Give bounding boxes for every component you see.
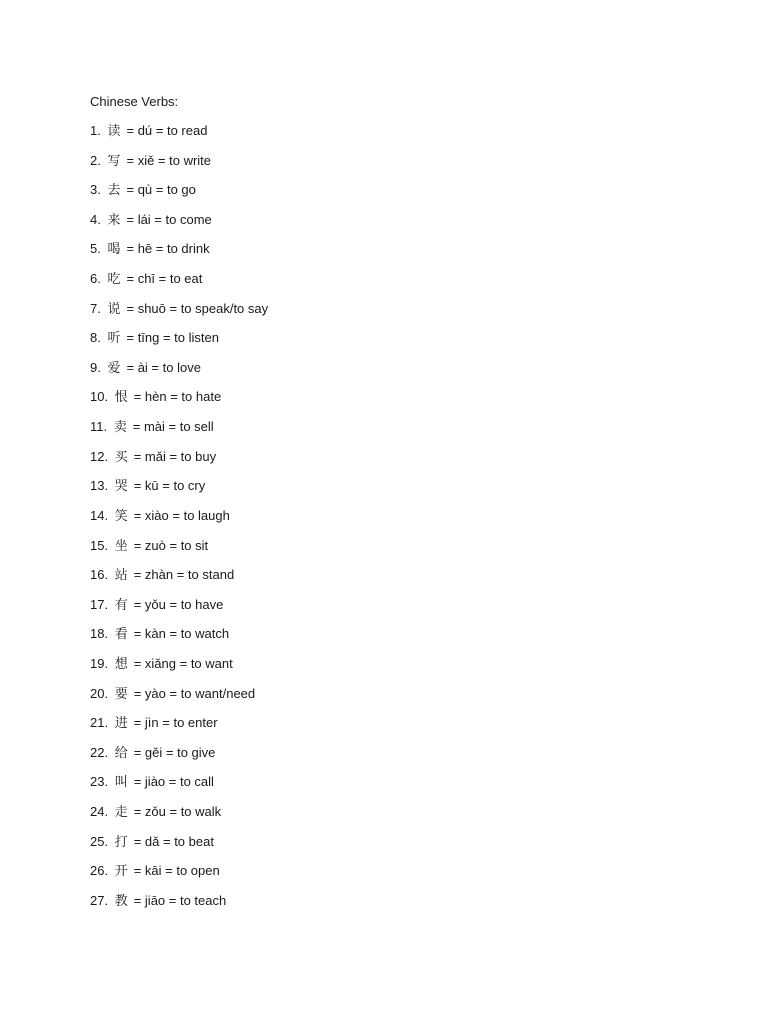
item-number: 13. — [90, 478, 109, 494]
item-number: 18. — [90, 626, 109, 642]
list-item — [90, 299, 690, 329]
item-hanzi: 开 — [114, 864, 128, 880]
item-number: 10. — [90, 389, 109, 405]
list-item — [90, 861, 690, 891]
list-item — [90, 684, 690, 714]
list-item — [90, 595, 690, 625]
list-item — [90, 180, 690, 210]
list-item — [90, 417, 690, 447]
item-definition: = dú = to read — [126, 123, 208, 138]
item-hanzi: 给 — [114, 745, 128, 761]
item-number: 20. — [90, 685, 109, 701]
item-hanzi: 去 — [107, 183, 121, 199]
item-definition: = kū = to cry — [133, 478, 206, 494]
item-number: 5. — [90, 241, 101, 257]
item-hanzi: 叫 — [114, 775, 128, 791]
list-item — [90, 121, 690, 151]
item-definition: = qù = to go — [126, 182, 196, 198]
item-hanzi: 笑 — [114, 508, 128, 524]
item-hanzi: 进 — [114, 716, 128, 732]
item-hanzi: 打 — [114, 834, 128, 850]
item-definition: = xiào = to laugh — [133, 507, 230, 523]
list-item — [90, 358, 690, 388]
item-number: 1. — [90, 123, 101, 138]
item-definition: = zuò = to sit — [133, 537, 209, 553]
item-definition: = hē = to drink — [126, 241, 210, 257]
item-definition: = mài = to sell — [132, 419, 214, 435]
list-item — [90, 476, 690, 506]
item-hanzi: 听 — [107, 331, 121, 347]
item-hanzi: 坐 — [114, 538, 128, 554]
item-definition: = kāi = to open — [133, 863, 220, 879]
list-item — [90, 210, 690, 240]
list-item — [90, 536, 690, 566]
item-hanzi: 哭 — [114, 479, 128, 495]
item-number: 15. — [90, 537, 109, 553]
item-hanzi: 站 — [114, 568, 128, 584]
item-number: 25. — [90, 833, 109, 849]
list-item — [90, 624, 690, 654]
item-hanzi: 卖 — [113, 420, 127, 436]
item-number: 27. — [90, 892, 109, 908]
list-item — [90, 654, 690, 684]
item-definition: = chī = to eat — [126, 271, 203, 287]
list-item — [90, 802, 690, 832]
item-number: 11. — [90, 419, 108, 435]
item-definition: = zhàn = to stand — [133, 567, 235, 583]
item-number: 21. — [90, 715, 109, 731]
item-hanzi: 来 — [107, 212, 121, 228]
item-hanzi: 想 — [114, 656, 128, 672]
list-item — [90, 151, 690, 181]
item-hanzi: 恨 — [114, 390, 128, 406]
item-definition: = dǎ = to beat — [133, 833, 214, 849]
item-number: 24. — [90, 804, 109, 820]
item-number: 14. — [90, 507, 109, 523]
document-page — [90, 92, 690, 920]
document-title: Chinese Verbs: — [90, 94, 179, 109]
item-definition: = xiǎng = to want — [133, 655, 233, 671]
item-definition: = hèn = to hate — [133, 389, 222, 405]
item-number: 23. — [90, 774, 109, 790]
item-definition: = gěi = to give — [133, 744, 216, 760]
item-definition: = jiào = to call — [133, 774, 214, 790]
item-definition: = zǒu = to walk — [133, 804, 222, 820]
item-hanzi: 走 — [114, 805, 128, 821]
item-definition: = yǒu = to have — [133, 596, 224, 612]
list-item — [90, 743, 690, 773]
item-number: 8. — [90, 330, 101, 346]
list-item — [90, 269, 690, 299]
item-number: 2. — [90, 152, 101, 168]
item-definition: = jìn = to enter — [133, 715, 218, 731]
item-definition: = ài = to love — [126, 359, 201, 375]
item-number: 6. — [90, 271, 101, 287]
item-hanzi: 喝 — [107, 242, 121, 258]
item-number: 22. — [90, 744, 109, 760]
list-item — [90, 506, 690, 536]
item-number: 9. — [90, 359, 101, 375]
item-number: 12. — [90, 448, 109, 464]
list-item — [90, 772, 690, 802]
list-item — [90, 239, 690, 269]
list-item — [90, 565, 690, 595]
item-definition: = tīng = to listen — [126, 330, 219, 346]
list-item — [90, 713, 690, 743]
item-number: 3. — [90, 182, 101, 198]
item-definition: = shuō = to speak/to say — [126, 300, 269, 316]
item-hanzi: 吃 — [107, 272, 121, 288]
item-hanzi: 说 — [107, 301, 121, 317]
verb-list — [90, 121, 690, 920]
item-definition: = yào = to want/need — [133, 685, 256, 701]
item-hanzi: 买 — [114, 449, 128, 465]
list-item — [90, 891, 690, 921]
item-number: 4. — [90, 211, 101, 227]
item-number: 26. — [90, 863, 109, 879]
item-number: 19. — [90, 655, 109, 671]
item-hanzi: 读 — [107, 124, 121, 139]
item-hanzi: 写 — [107, 153, 121, 169]
item-hanzi: 看 — [114, 627, 128, 643]
list-item — [90, 387, 690, 417]
item-hanzi: 教 — [114, 893, 128, 909]
item-hanzi: 要 — [114, 686, 128, 702]
list-item — [90, 832, 690, 862]
item-hanzi: 有 — [114, 597, 128, 613]
item-definition: = jiāo = to teach — [133, 892, 227, 908]
item-number: 7. — [90, 300, 101, 316]
item-definition: = mǎi = to buy — [133, 448, 217, 464]
item-definition: = kàn = to watch — [133, 626, 230, 642]
item-number: 16. — [90, 567, 109, 583]
list-item — [90, 447, 690, 477]
item-definition: = lái = to come — [126, 211, 212, 227]
item-definition: = xiě = to write — [126, 152, 212, 168]
list-item — [90, 328, 690, 358]
item-hanzi: 爱 — [107, 360, 121, 376]
item-number: 17. — [90, 596, 109, 612]
